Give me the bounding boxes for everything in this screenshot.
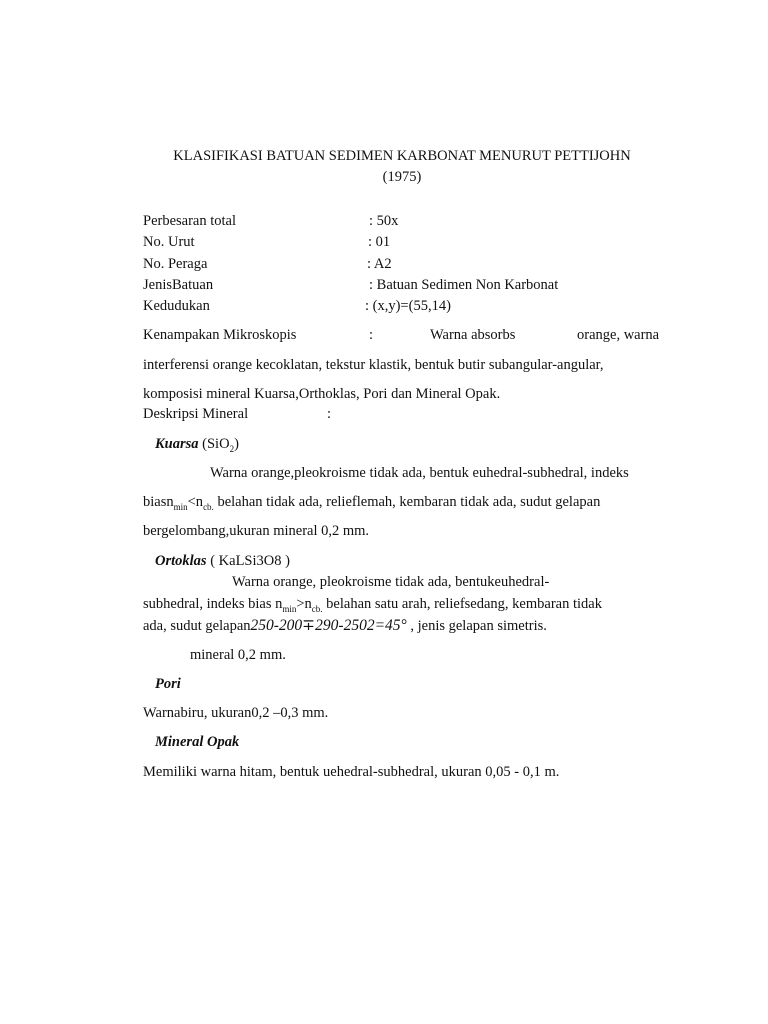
info-label-perbesaran: Perbesaran total [143, 213, 237, 229]
document-title-line2: (1975) [382, 169, 422, 185]
ortoklas-line2: subhedral, indeks bias $n_{min}>n_{cb.}$ belahan satu arah, reliefsedang, kembaran tidak [143, 596, 602, 614]
ortoklas-heading [155, 553, 290, 570]
info-value-jenis-batuan: : Batuan Sedimen Non Karbonat [369, 277, 559, 293]
ortoklas-formula: ( KaLSi3O8 ) [206, 553, 290, 569]
kuarsa-line3: bergelombang,ukuran mineral 0,2 mm. [143, 523, 370, 539]
info-value-kedudukan: : (x,y)=(55,14) [365, 298, 451, 314]
ortoklas-line1: Warna orange, pleokroisme tidak ada, bentukeuhedral- [232, 574, 550, 590]
kuarsa-heading [155, 436, 239, 454]
kuarsa-line1: Warna orange,pleokroisme tidak ada, bentuk euhedral-subhedral, indeks [210, 465, 629, 481]
ortoklas-line4: mineral 0,2 mm. [190, 647, 286, 663]
ortoklas-line3: ada, sudut gelapan250-200∓290-2502=45° , jenis gelapan simetris. [143, 617, 547, 634]
document-title-line1: KLASIFIKASI BATUAN SEDIMEN KARBONAT MENURUT PETTIJOHN [173, 148, 631, 164]
ortoklas-extinction-formula: 250-200∓290-2502=45° [250, 617, 407, 634]
deskripsi-colon: : [327, 406, 332, 422]
kuarsa-line2: $biasn_{min}<n_{cb.}$ belahan tidak ada, relieflemah, kembaran tidak ada, sudut gelapan [143, 494, 601, 512]
pori-text: Warnabiru, ukuran0,2 –0,3 mm. [143, 705, 329, 721]
info-value-no-peraga: : A2 [367, 256, 392, 272]
info-label-kedudukan: Kedudukan [143, 298, 210, 314]
info-label-no-peraga: No. Peraga [143, 256, 208, 272]
kenampakan-label: Kenampakan Mikroskopis [143, 327, 297, 343]
info-value-perbesaran: : 50x [369, 213, 399, 229]
kenampakan-line2: interferensi orange kecoklatan, tekstur klastik, bentuk butir subangular-angular, [143, 357, 604, 373]
info-label-jenis-batuan: JenisBatuan [143, 277, 214, 293]
opak-heading [155, 734, 239, 751]
pori-name: Pori [155, 676, 181, 692]
kenampakan-warna: Warna absorbs [430, 327, 516, 343]
opak-name: Mineral Opak [155, 734, 240, 750]
opak-text: Memiliki warna hitam, bentuk uehedral-subhedral, ukuran 0,05 - 0,1 m. [143, 764, 560, 780]
kenampakan-colon: : [369, 327, 374, 343]
info-value-no-urut: : 01 [368, 234, 391, 250]
kuarsa-formula: (SiO$_2$) [202, 436, 239, 454]
kuarsa-name: Kuarsa [155, 436, 199, 452]
info-label-no-urut: No. Urut [143, 234, 195, 250]
deskripsi-label: Deskripsi Mineral [143, 406, 249, 422]
ortoklas-name: Ortoklas [155, 553, 207, 569]
pori-heading [155, 676, 181, 693]
kenampakan-orange: orange, warna [577, 327, 660, 343]
kenampakan-line3: komposisi mineral Kuarsa,Orthoklas, Pori dan Mineral Opak. [143, 386, 501, 402]
